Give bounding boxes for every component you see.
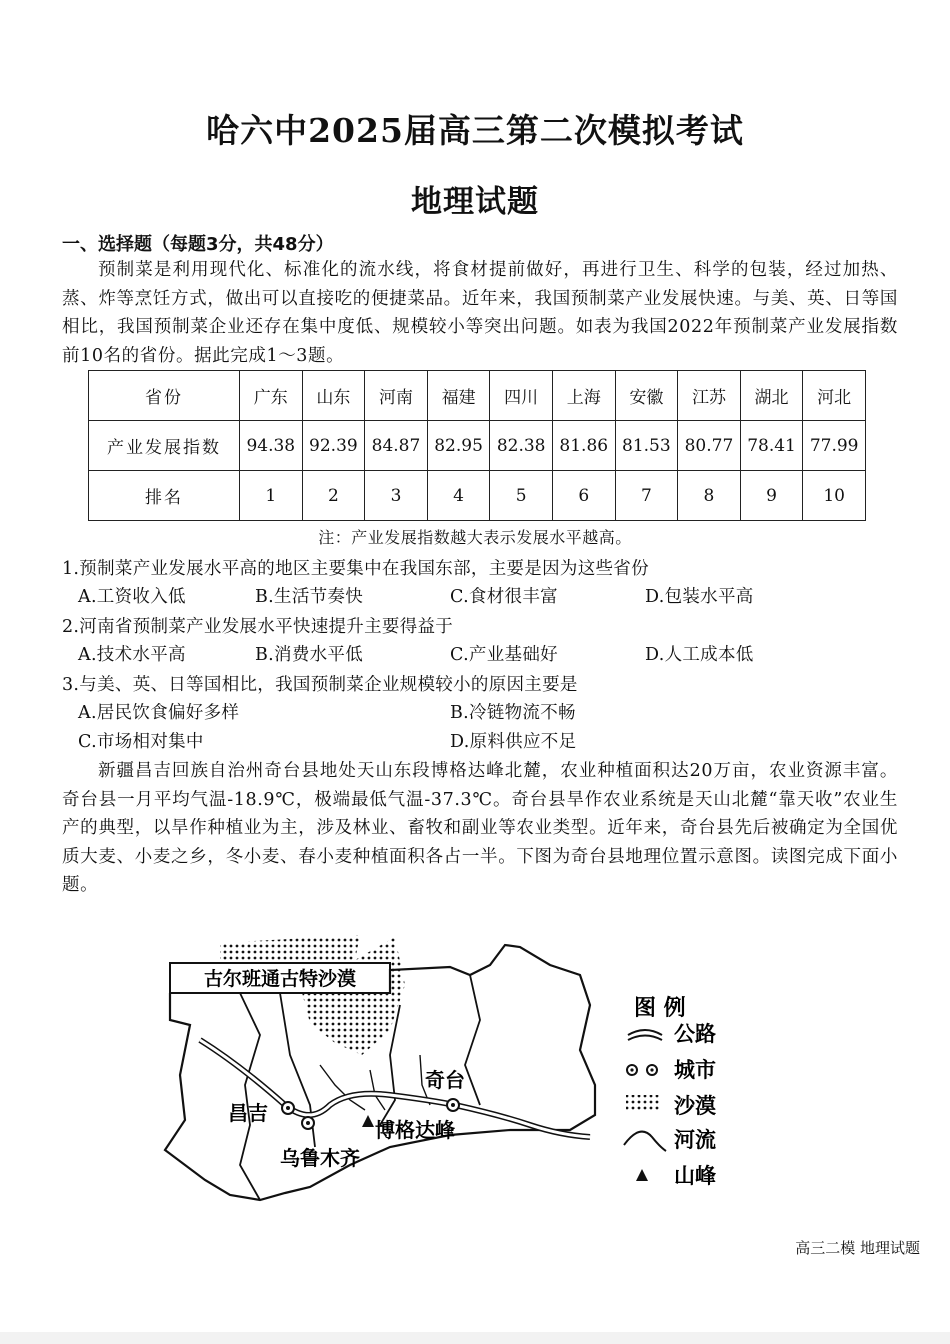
table-cell: 5 — [490, 471, 553, 521]
table-cell: 四川 — [490, 371, 553, 421]
table-row — [89, 471, 866, 521]
city-qitai-marker — [447, 1099, 459, 1111]
legend-desert-icon — [626, 1095, 660, 1111]
question-1-stem: 1.预制菜产业发展水平高的地区主要集中在我国东部，主要是因为这些省份 — [62, 559, 649, 579]
table-note: 注：产业发展指数越大表示发展水平越高。 — [318, 528, 632, 547]
table-cell: 3 — [365, 471, 428, 521]
city-label-changji: 昌吉 — [228, 1101, 268, 1125]
question-2-stem: 2.河南省预制菜产业发展水平快速提升主要得益于 — [62, 617, 454, 637]
q2-option-a: A.技术水平高 — [78, 645, 186, 665]
q1-option-c: C.食材很丰富 — [450, 587, 558, 607]
table-row — [89, 421, 866, 471]
table-header-province: 省份 — [89, 371, 240, 421]
table-cell: 河南 — [365, 371, 428, 421]
q1-option-d: D.包装水平高 — [645, 587, 754, 607]
section-heading: 一、选择题（每题3分，共48分） — [62, 234, 334, 255]
table-cell: 7 — [615, 471, 678, 521]
legend-city-label: 城市 — [674, 1058, 716, 1082]
legend-river-label: 河流 — [674, 1128, 716, 1152]
desert-label: 古尔班通古特沙漠 — [203, 968, 357, 990]
table-row — [89, 371, 866, 421]
river — [320, 1065, 365, 1110]
table-cell: 77.99 — [803, 421, 866, 471]
boundary — [465, 975, 480, 1105]
province-index-table — [88, 370, 866, 521]
table-header-index: 产业发展指数 — [89, 421, 240, 471]
q3-option-a: A.居民饮食偏好多样 — [78, 703, 240, 723]
page-footer: 高三二模 地理试题 — [795, 1239, 920, 1257]
table-cell: 2 — [302, 471, 365, 521]
question-3-stem: 3.与美、英、日等国相比，我国预制菜企业规模较小的原因主要是 — [62, 675, 578, 695]
table-cell: 81.53 — [615, 421, 678, 471]
bottom-edge — [0, 1332, 950, 1344]
legend-peak-label: 山峰 — [674, 1164, 716, 1188]
city-label-urumqi: 乌鲁木齐 — [280, 1146, 360, 1170]
table-cell: 94.38 — [240, 421, 303, 471]
table-cell: 山东 — [302, 371, 365, 421]
table-cell: 福建 — [427, 371, 490, 421]
legend-desert-label: 沙漠 — [674, 1094, 716, 1118]
q1-option-a: A.工资收入低 — [78, 587, 186, 607]
table-cell: 81.86 — [552, 421, 615, 471]
q2-option-b: B.消费水平低 — [255, 645, 364, 665]
table-cell: 78.41 — [740, 421, 803, 471]
q3-option-d: D.原料供应不足 — [450, 732, 577, 752]
q3-option-c: C.市场相对集中 — [78, 732, 204, 752]
table-cell: 80.77 — [678, 421, 741, 471]
q2-option-c: C.产业基础好 — [450, 645, 558, 665]
table-cell: 上海 — [552, 371, 615, 421]
city-urumqi-marker — [302, 1117, 314, 1129]
boundary — [240, 993, 260, 1200]
table-cell: 4 — [427, 471, 490, 521]
table-cell: 10 — [803, 471, 866, 521]
table-cell: 6 — [552, 471, 615, 521]
table-cell: 安徽 — [615, 371, 678, 421]
peak-marker — [362, 1115, 374, 1127]
qitai-location-map — [150, 925, 750, 1210]
table-cell: 湖北 — [740, 371, 803, 421]
table-cell: 河北 — [803, 371, 866, 421]
peak-label: 博格达峰 — [375, 1118, 455, 1142]
desert-area — [220, 935, 405, 1055]
legend-river-icon — [624, 1132, 666, 1151]
table-cell: 82.38 — [490, 421, 553, 471]
city-label-qitai: 奇台 — [425, 1068, 465, 1092]
q3-option-b: B.冷链物流不畅 — [450, 703, 576, 723]
q2-option-d: D.人工成本低 — [645, 645, 754, 665]
legend-city-icon — [627, 1065, 657, 1075]
exam-title: 哈六中2025届高三第二次模拟考试 — [206, 111, 744, 150]
table-cell: 84.87 — [365, 421, 428, 471]
table-cell: 82.95 — [427, 421, 490, 471]
table-header-rank: 排名 — [89, 471, 240, 521]
passage-qitai: 新疆昌吉回族自治州奇台县地处天山东段博格达峰北麓，农业种植面积达20万亩，农业资源丰富。奇台县一月平均气温-18.9℃，极端最低气温-37.3℃。奇台县旱作农业系统是天山北麓“靠天收”农业生产的典型，以旱作种植业为主，涉及林业、畜牧和副业等农业类型。近年来，奇台县先后被确定为全国优质大麦、小麦之乡，冬小麦、春小麦种植面积各占一半。下图为奇台县地理位置示意图。读图完成下面小题。 — [62, 761, 898, 895]
table-cell: 92.39 — [302, 421, 365, 471]
exam-subtitle: 地理试题 — [411, 184, 539, 220]
legend-road-label: 公路 — [674, 1022, 716, 1046]
legend-title: 图 例 — [634, 996, 686, 1021]
city-changji-marker — [282, 1102, 294, 1114]
table-cell: 广东 — [240, 371, 303, 421]
q1-option-b: B.生活节奏快 — [255, 587, 364, 607]
passage-prepared-food: 预制菜是利用现代化、标准化的流水线，将食材提前做好，再进行卫生、科学的包装，经过加热、蒸、炸等烹饪方式，做出可以直接吃的便捷菜品。近年来，我国预制菜产业发展快速。与美、英、日等国相比，我国预制菜企业还存在集中度低、规模较小等突出问题。如表为我国2022年预制菜产业发展指数前10名的省份。据此完成1～3题。 — [62, 260, 898, 366]
table-cell: 江苏 — [678, 371, 741, 421]
legend-road-icon — [628, 1030, 662, 1035]
table-cell: 9 — [740, 471, 803, 521]
table-cell: 1 — [240, 471, 303, 521]
legend-peak-icon — [636, 1169, 648, 1181]
table-cell: 8 — [678, 471, 741, 521]
river — [370, 1070, 385, 1110]
